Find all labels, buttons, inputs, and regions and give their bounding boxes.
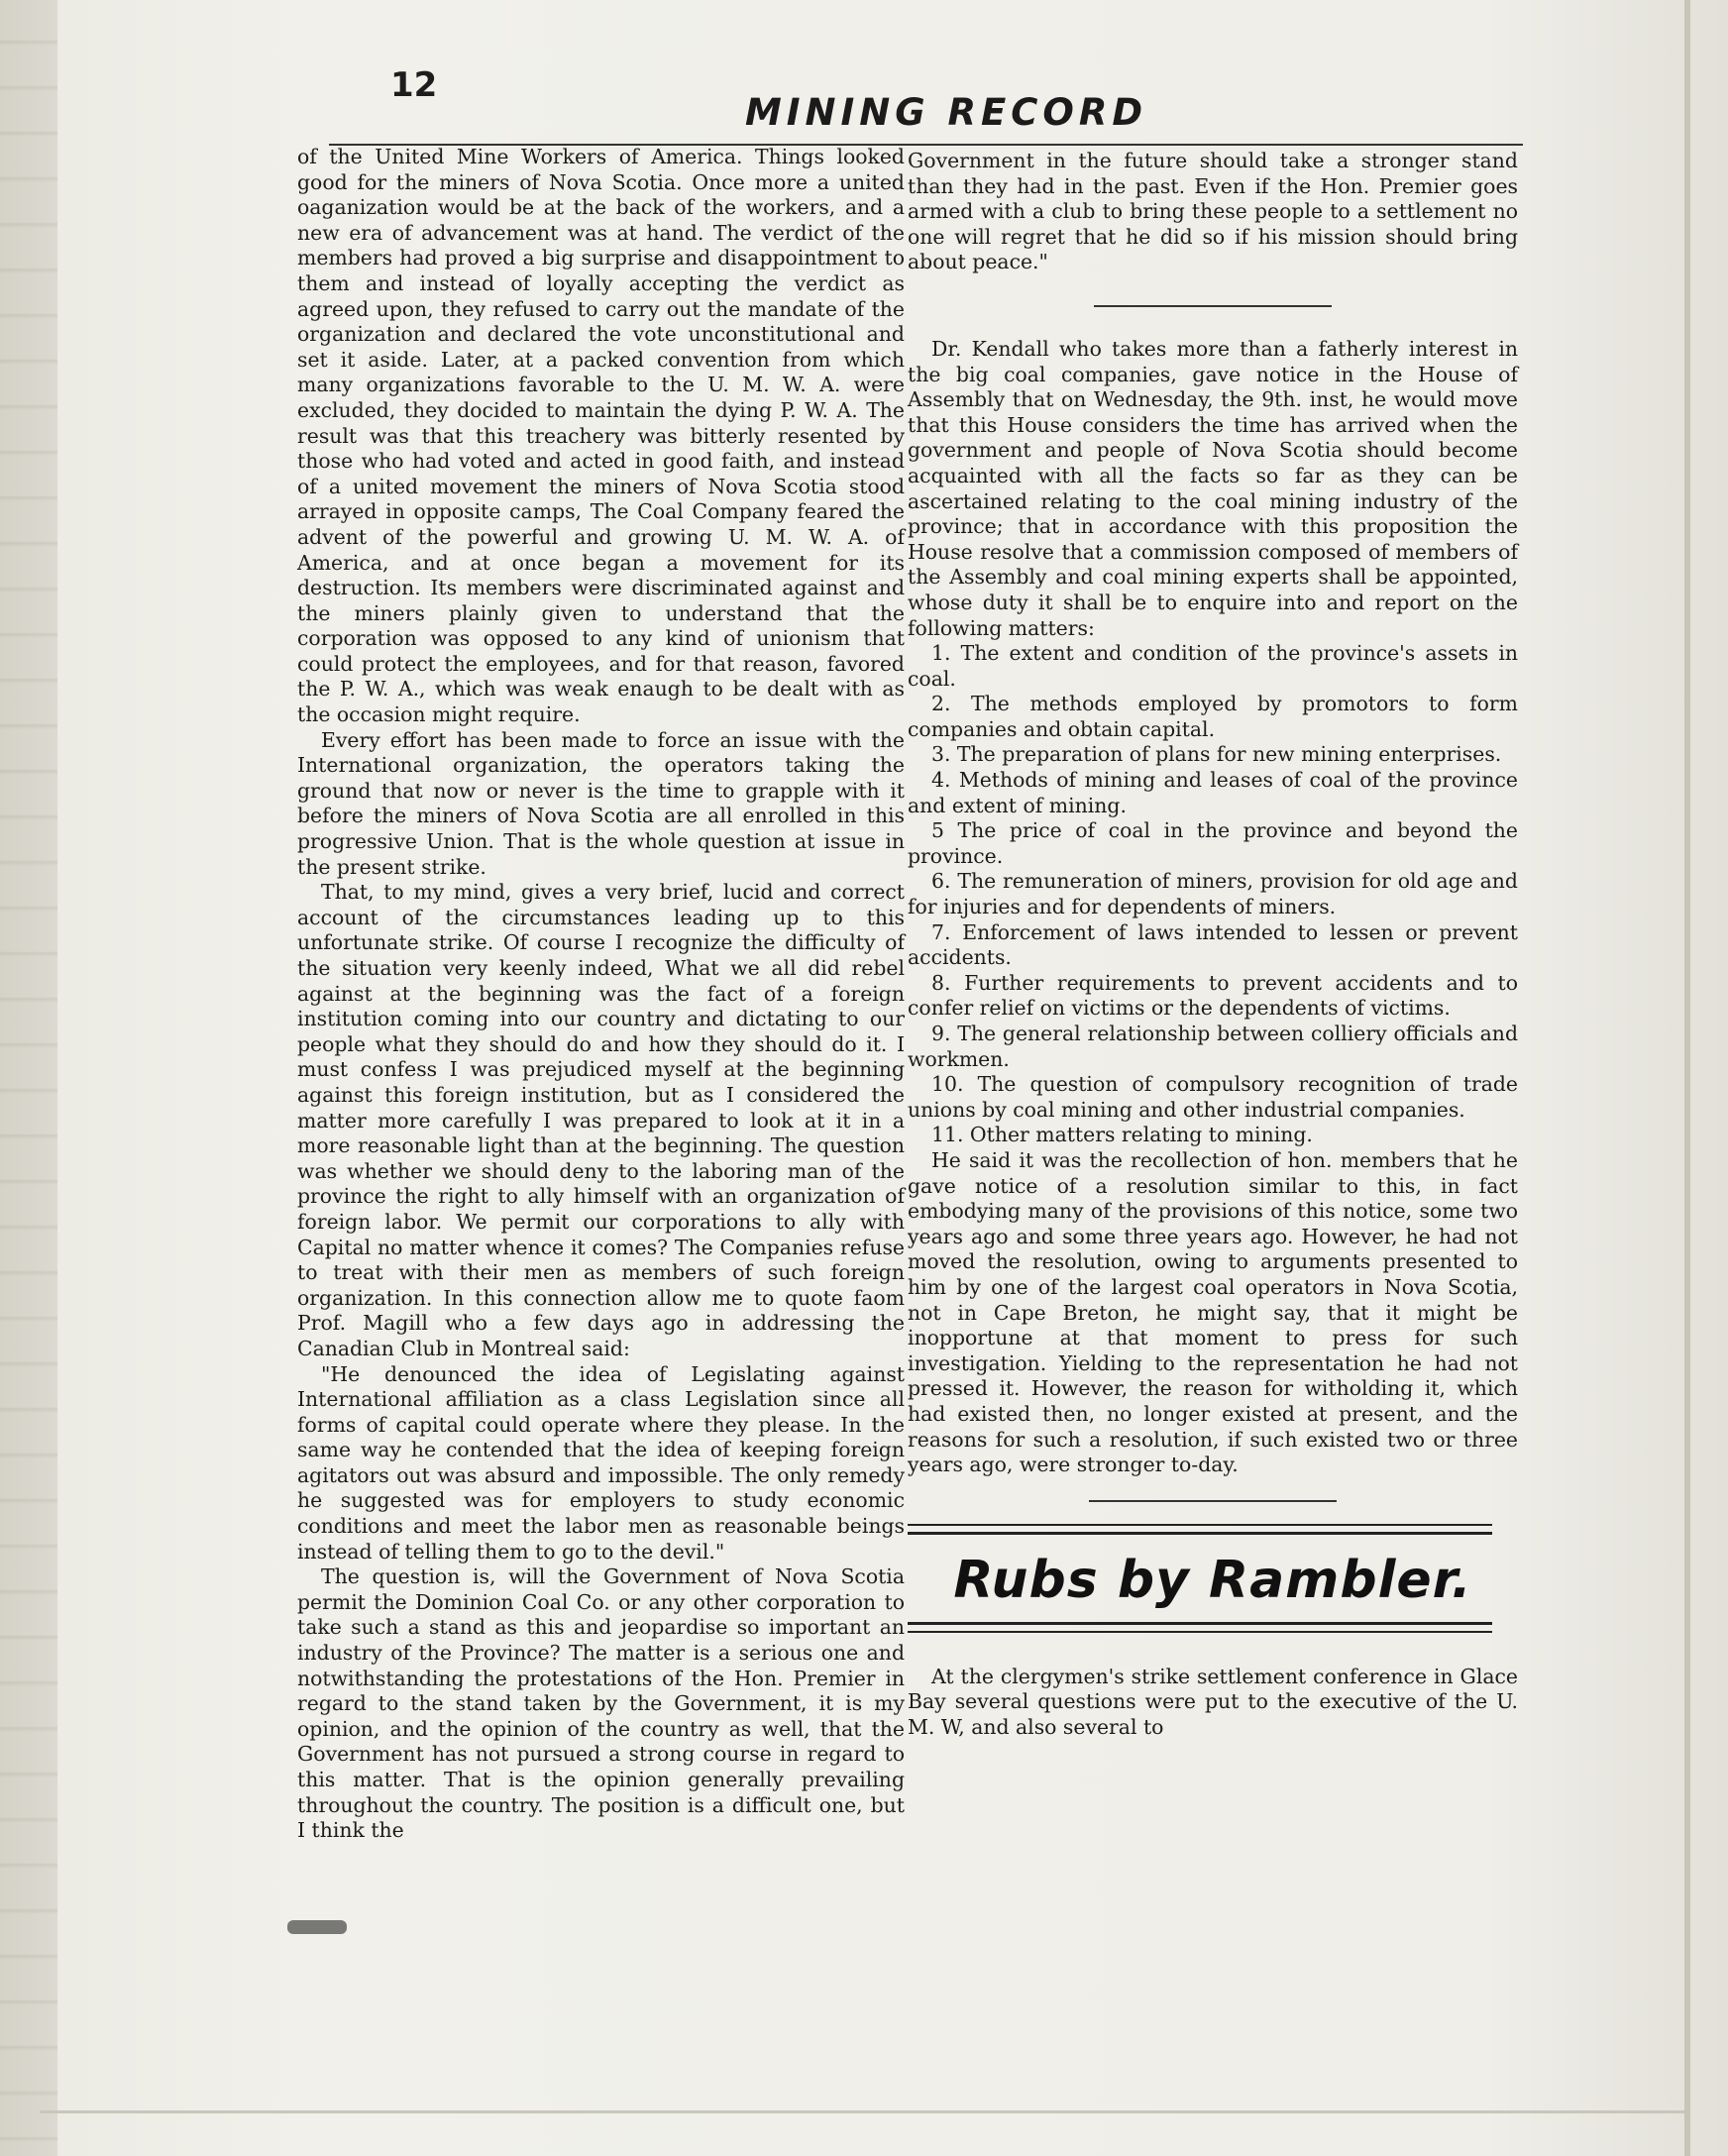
list-item: 2. The methods employed by promotors to form companies and obtain capital. — [908, 692, 1518, 741]
quotation-paragraph: "He denounced the idea of Legislating against International affiliation as a class Legislation since all forms of capital could operate where they please. In the same way he contended that the idea of keeping foreign agitators out was absurd and impossible. The only remedy he suggested was for employers to study economic conditions and meet the labor men as reasonable beings instead of telling them to go to the devil." — [297, 1361, 905, 1563]
left-column — [297, 145, 905, 1844]
paragraph: He said it was the recollection of hon. members that he gave notice of a resolution similar to this, in fact embodying many of the provisions of this notice, some two years ago and some three years ago. However, he had not moved the resolution, owing to arguments presented to him by one of the largest coal operators in Nova Scotia, not in Cape Breton, he might say, that it might be inopportune at that moment to press for such investigation. Yielding to the representation he had not pressed it. However, the reason for witholding it, which had existed then, no longer existed at present, and the reasons for such a resolution, if such existed two or three years ago, were stronger to-day. — [908, 1147, 1518, 1477]
list-item: 4. Methods of mining and leases of coal of the province and extent of mining. — [908, 768, 1518, 817]
section-rule-top — [908, 1524, 1492, 1535]
list-item: 10. The question of compulsory recognition of trade unions by coal mining and other industrial companies. — [908, 1072, 1518, 1122]
paragraph: Government in the future should take a stronger stand than they had in the past. Even if the Hon. Premier goes armed with a club to bring these people to a settlement no one will regret that he did so if his mission should bring about peace." — [908, 149, 1518, 274]
paragraph: That, to my mind, gives a very brief, lucid and correct account of the circumstances leading up to this unfortunate strike. Of course I recognize the difficulty of the situation very keenly indeed, What we all did rebel against at the beginning was the fact of a foreign institution coming into our country and dictating to our people what they should do and how they should do it. I must confess I was prejudiced myself at the beginning against this foreign institution, but as I considered the matter more carefully I was prepared to look at it in a more reasonable light than at the beginning. The question was whether we should deny to the laboring man of the province the right to ally himself with an organization of foreign labor. We permit our corporations to ally with Capital no matter whence it comes? The Companies refuse to treat with their men as members of such foreign organization. In this connection allow me to quote faom Prof. Magill who a few days ago in addressing the Canadian Club in Montreal said: — [297, 880, 905, 1360]
list-item: 11. Other matters relating to mining. — [931, 1123, 1313, 1147]
list-item: 9. The general relationship between colliery officials and workmen. — [908, 1022, 1518, 1071]
separator-rule — [1089, 1500, 1337, 1502]
list-item: 3. The preparation of plans for new mining enterprises. — [931, 742, 1502, 767]
bottom-edge-line — [40, 2110, 1684, 2113]
separator-rule — [1094, 305, 1332, 307]
paragraph: of the United Mine Workers of America. Things looked good for the miners of Nova Scotia. Once more a united oaganization would be at the back of the workers, and a new era of advancement was at hand. The verdict of the members had proved a big surprise and disappointment to them and instead of loyally accepting the verdict as agreed upon, they refused to carry out the mandate of the organization and declared the vote unconstitutional and set it aside. Later, at a packed convention from which many organizations favorable to the U. M. W. A. were excluded, they docided to maintain the dying P. W. A. The result was that this treachery was bitterly resented by those who had voted and acted in good faith, and instead of a united movement the miners of Nova Scotia stood arrayed in opposite camps, The Coal Company feared the advent of the powerful and growing U. M. W. A. of America, and at once began a movement for its destruction. Its members were discriminated against and the miners plainly given to understand that the corporation was opposed to any kind of unionism that could protect the employees, and for that reason, favored the P. W. A., which was weak enaugh to be dealt with as the occasion might require. — [297, 145, 905, 727]
ink-smudge — [287, 1920, 347, 1934]
paragraph: Dr. Kendall who takes more than a fatherly interest in the big coal companies, gave notice in the House of Assembly that on Wednesday, the 9th. inst, he would move that this House considers the time has arrived when the government and people of Nova Scotia should become acquainted with all the facts so far as they can be ascertained relating to the coal mining industry of the province; that in accordance with this proposition the House resolve that a commission composed of members of the Assembly and coal mining experts shall be appointed, whose duty it shall be to enquire into and report on the following matters: — [908, 336, 1518, 640]
list-item: 1. The extent and condition of the province's assets in coal. — [908, 641, 1518, 691]
section-rule-bottom — [908, 1622, 1492, 1633]
page-edge — [1684, 0, 1690, 2156]
paragraph: Every effort has been made to force an issue with the International organization, the operators taking the ground that now or never is the time to grapple with it before the miners of Nova Scotia are all enrolled in this progressive Union. That is the whole question at issue in the present strike. — [297, 727, 905, 879]
section-heading: Rubs by Rambler. — [953, 1550, 1472, 1610]
list-item: 8. Further requirements to prevent accidents and to confer relief on victims or the dependents of victims. — [908, 970, 1518, 1021]
right-column — [908, 149, 1518, 1740]
list-item: 5 The price of coal in the province and beyond the province. — [908, 818, 1518, 868]
binding-edge — [0, 0, 57, 2156]
paragraph: The question is, will the Government of Nova Scotia permit the Dominion Coal Co. or any other corporation to take such a stand as this and jeopardise so important an industry of the Province? The matter is a serious one and notwithstanding the protestations of the Hon. Premier in regard to the stand taken by the Government, it is my opinion, and the opinion of the country as well, that the Government has not pursued a strong course in regard to this matter. That is the opinion generally prevailing throughout the country. The position is a difficult one, but I think the — [297, 1564, 905, 1843]
page-number: 12 — [390, 65, 438, 105]
list-item: 7. Enforcement of laws intended to lessen or prevent accidents. — [908, 919, 1518, 970]
publication-title: MINING RECORD — [744, 91, 1148, 134]
paragraph: At the clergymen's strike settlement conference in Glace Bay several questions were put to the executive of the U. M. W, and also several to — [908, 1664, 1518, 1739]
list-item: 6. The remuneration of miners, provision for old age and for injuries and for dependents of miners. — [908, 869, 1518, 919]
